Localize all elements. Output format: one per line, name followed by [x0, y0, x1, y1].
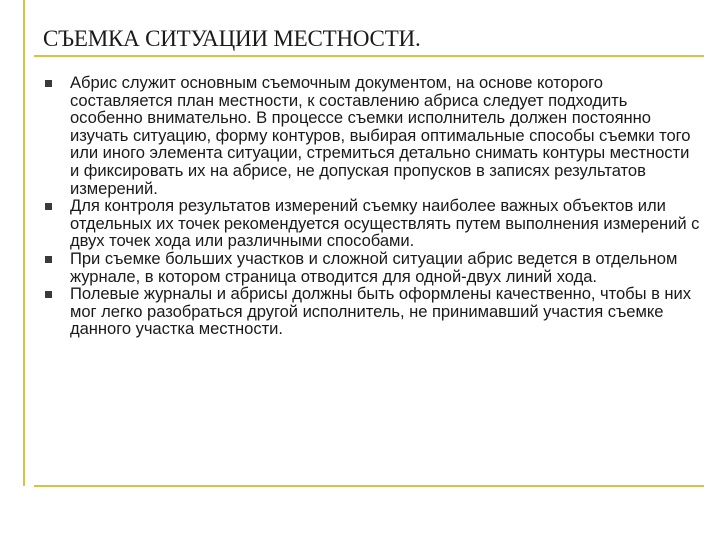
- bullet-item: [45, 74, 700, 197]
- footer-divider-line: [34, 485, 704, 487]
- square-bullet-icon: [45, 291, 52, 298]
- square-bullet-icon: [45, 203, 52, 210]
- bullet-item: [45, 285, 700, 338]
- slide-title: СЪЕМКА СИТУАЦИИ МЕСТНОСТИ.: [43, 26, 421, 51]
- title-underline: [34, 55, 704, 57]
- bullet-item: [45, 197, 700, 250]
- square-bullet-icon: [45, 256, 52, 263]
- bullet-text: Полевые журналы и абрисы должны быть оформлены качественно, чтобы в них мог легко разобраться другой исполнитель, не принимавший участия съемке данного участка местности.: [70, 284, 691, 339]
- left-accent-line: [23, 0, 25, 486]
- bullet-item: [45, 250, 700, 285]
- square-bullet-icon: [45, 80, 52, 87]
- bullet-text: При съемке больших участков и сложной ситуации абрис ведется в отдельном журнале, в котором страница отводится для одной-двух линий хода.: [70, 248, 678, 286]
- bullet-list: [45, 74, 700, 338]
- bullet-text: Для контроля результатов измерений съемку наиболее важных объектов или отдельных их точек рекомендуется осуществлять путем выполнения измерений с двух точек хода или различными способами.: [70, 196, 700, 251]
- bullet-text: Абрис служит основным съемочным документом, на основе которого составляется план местности, к составлению абриса следует подходить особенно внимательно. В процессе съемки исполнитель должен постоянно изучать ситуацию, форму контуров, выбирая оптимальные способы съемки того или иного элемента ситуации, стремиться детально снимать контуры местности и фиксировать их на абрисе, не допуская пропусков в записях результатов измерений.: [70, 73, 691, 198]
